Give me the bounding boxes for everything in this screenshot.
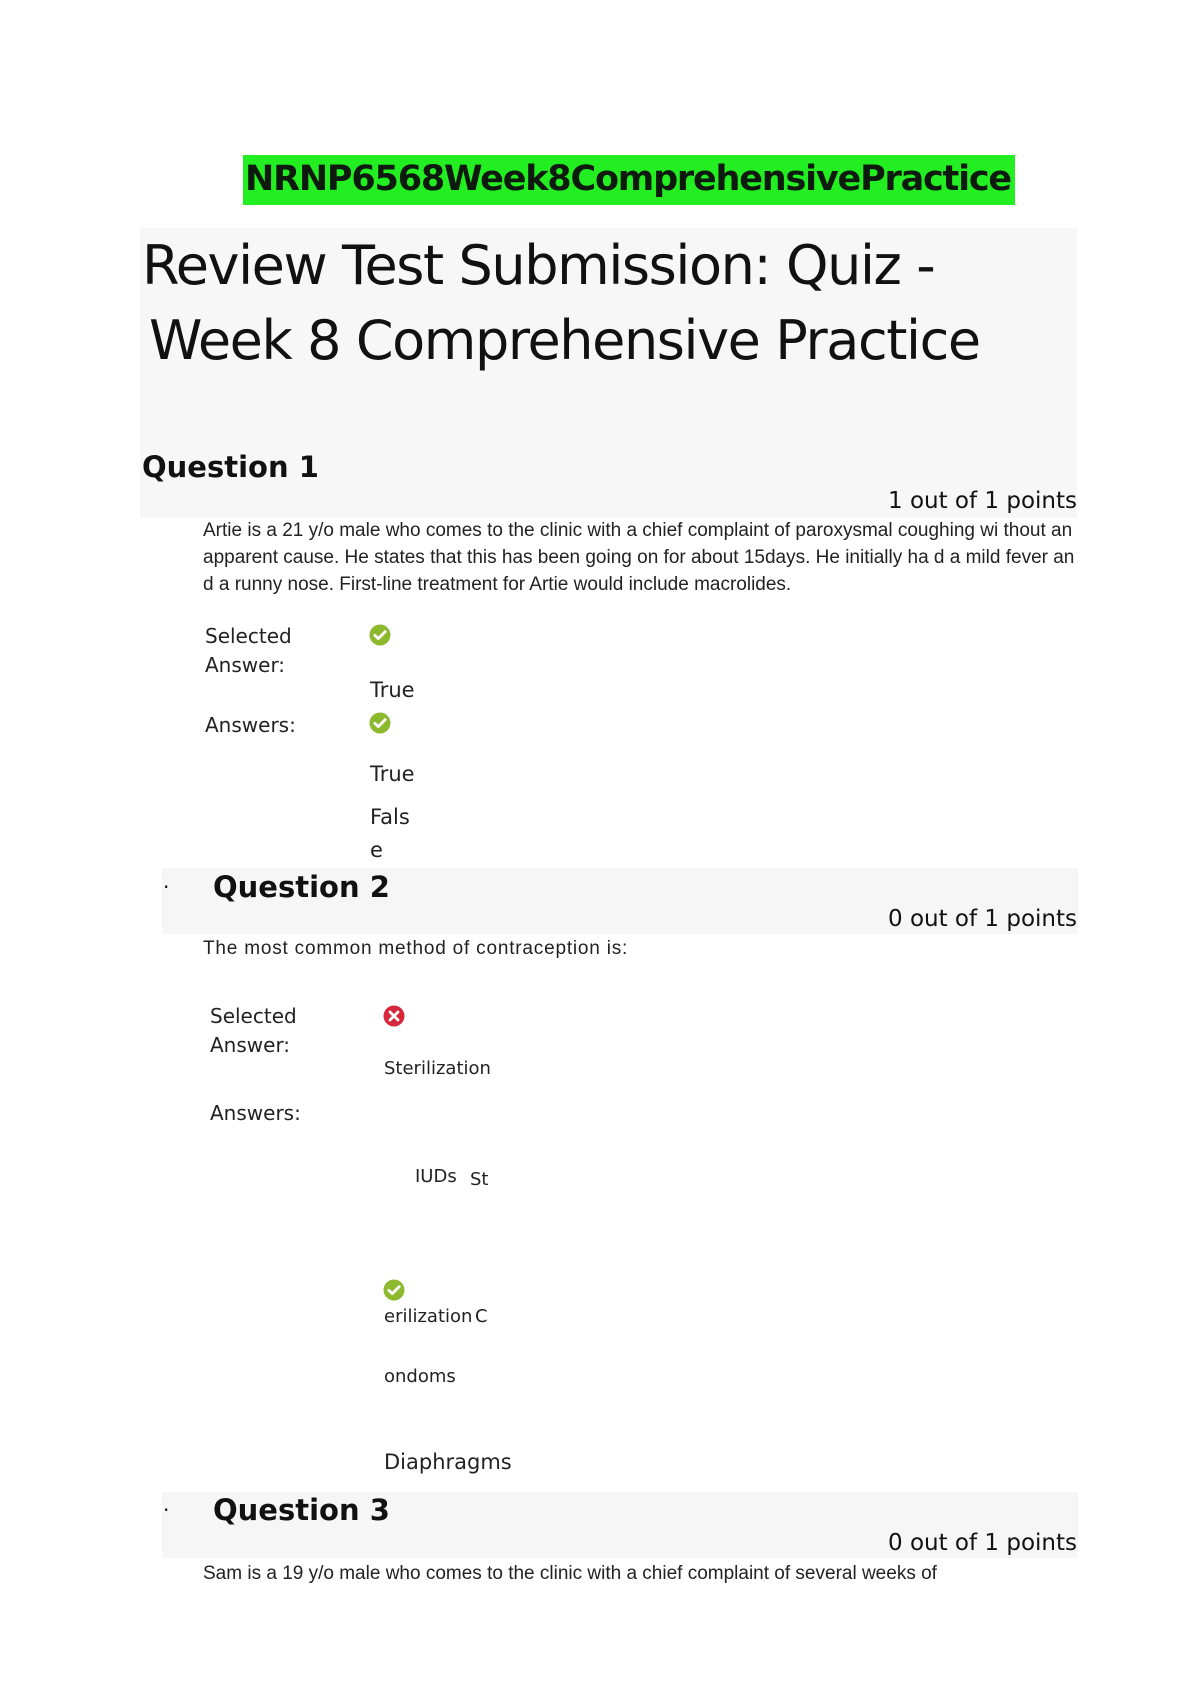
question-2-selected-label: Selected Answer: <box>210 1004 297 1057</box>
question-2-answer-fragment: St <box>470 1169 489 1190</box>
document-title: NRNP6568Week8ComprehensivePractice <box>243 155 1015 205</box>
question-3-heading: Question 3 <box>213 1493 390 1527</box>
question-2-text: The most common method of contraception is: <box>203 938 629 959</box>
question-1-selected-label: Selected Answer: <box>205 624 292 677</box>
check-circle-icon <box>369 624 391 646</box>
question-1-heading: Question 1 <box>142 450 319 484</box>
check-circle-icon <box>369 712 391 734</box>
question-2-points: 0 out of 1 points <box>888 906 1077 932</box>
question-2-answer-option: IUDs <box>415 1166 457 1187</box>
question-1-points: 1 out of 1 points <box>888 488 1077 514</box>
question-3-points: 0 out of 1 points <box>888 1530 1077 1556</box>
question-1-selected-answer: True <box>370 678 415 702</box>
question-2-answer-fragment: ondoms <box>384 1366 456 1387</box>
question-2-selected-answer: Sterilization <box>384 1058 491 1079</box>
question-3-text: Sam is a 19 y/o male who comes to the clinic with a chief complaint of several weeks of <box>203 1563 937 1584</box>
question-2-heading: Question 2 <box>213 870 390 904</box>
x-circle-icon <box>383 1005 405 1027</box>
question-1-answer-option: False <box>370 805 410 862</box>
question-2-answer-fragment: C <box>475 1306 488 1327</box>
page-title-line-2: Week 8 Comprehensive Practice <box>149 309 980 372</box>
question-2-answers-label: Answers: <box>210 1101 301 1125</box>
question-2-bullet: · <box>163 875 170 899</box>
question-1-text: Artie is a 21 y/o male who comes to the clinic with a chief complaint of paroxysmal coughing wi thout an apparent cause. He states that this has been going on for about 15days. He initially ha d a mild fever and a runny nose. First-line treatment for Artie would include macrolides. <box>203 520 1075 595</box>
page-title-line-1: Review Test Submission: Quiz - <box>142 234 935 297</box>
question-1-answers-label: Answers: <box>205 713 296 737</box>
question-1-answer-option: True <box>370 762 415 786</box>
question-2-answer-fragment: erilization <box>384 1306 473 1327</box>
check-circle-icon <box>383 1279 405 1301</box>
question-3-bullet: · <box>163 1498 170 1522</box>
page-title <box>142 228 1072 378</box>
question-2-answer-option: Diaphragms <box>384 1450 512 1474</box>
